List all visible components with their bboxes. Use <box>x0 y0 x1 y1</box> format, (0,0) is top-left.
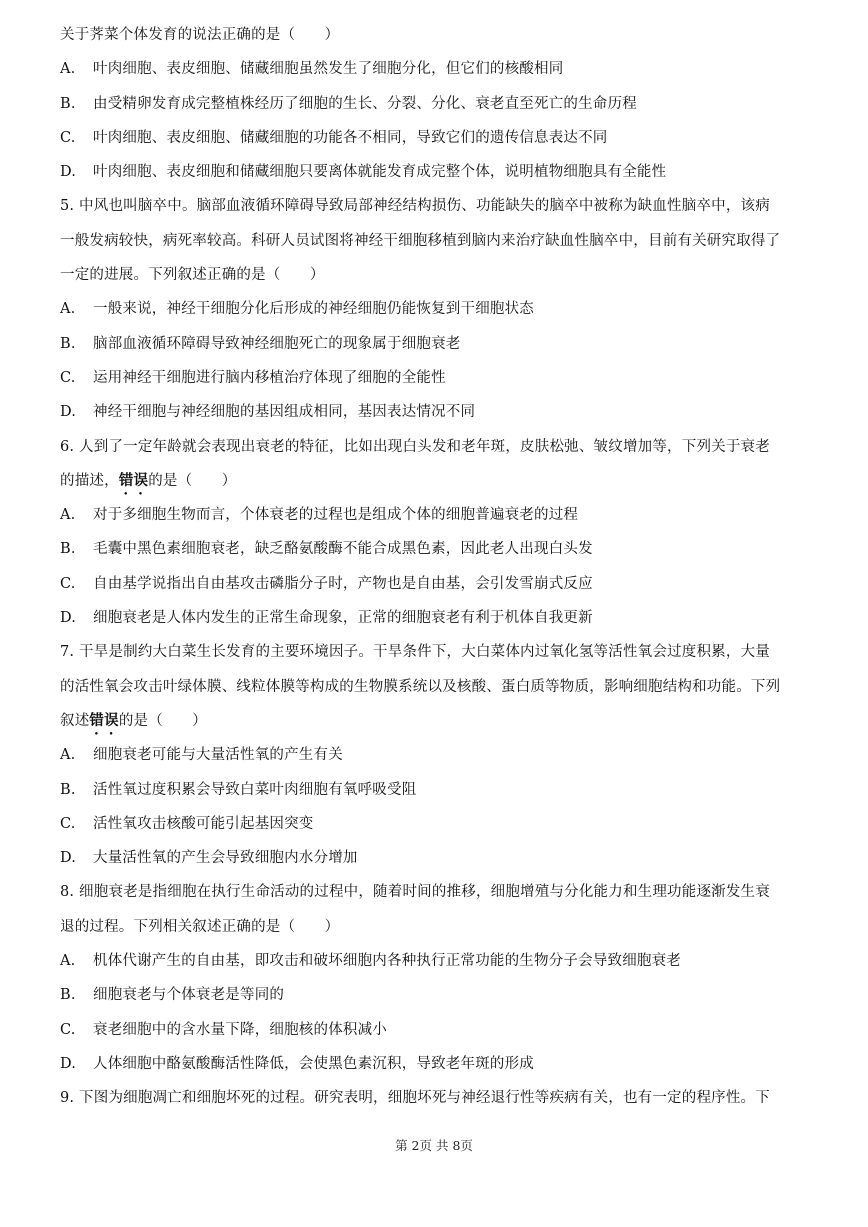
page-footer: 第 2页 共 8页 <box>395 1138 473 1153</box>
option-text: 活性氧攻击核酸可能引起基因突变 <box>93 815 314 832</box>
option-text: 大量活性氧的产生会导致细胞内水分增加 <box>93 850 358 867</box>
emphasis-error-word: 错误 <box>89 711 119 729</box>
option-letter: D. <box>60 404 77 421</box>
question-8-option-c[interactable] <box>60 1013 812 1047</box>
option-letter: B. <box>60 541 76 558</box>
option-letter: B. <box>60 95 76 112</box>
option-text: 细胞衰老与个体衰老是等同的 <box>93 987 285 1004</box>
option-letter: D. <box>60 610 77 627</box>
emphasis-error-word: 错误 <box>118 471 149 489</box>
option-letter: B. <box>60 781 76 798</box>
option-text: 叶肉细胞、表皮细胞、储藏细胞的功能各不相同，导致它们的遗传信息表达不同 <box>93 129 608 146</box>
option-text: 叶肉细胞、表皮细胞和储藏细胞只要离体就能发育成完整个体，说明植物细胞具有全能性 <box>93 164 667 181</box>
question-5-option-a[interactable] <box>60 292 812 326</box>
question-7-stem-line-2: 的活性氧会攻击叶绿体膜、线粒体膜等构成的生物膜系统以及核酸、蛋白质等物质，影响细胞结构和功能。下列 <box>60 678 781 695</box>
question-5-option-d[interactable] <box>60 395 812 429</box>
option-letter: D. <box>60 1055 77 1072</box>
stem-text: 叙述 <box>60 712 90 729</box>
option-letter: C. <box>60 129 76 146</box>
question-7-option-b[interactable] <box>60 773 812 807</box>
question-6-stem-line-1: 6. 人到了一定年龄就会表现出衰老的特征，比如出现白头发和老年斑，皮肤松弛、皱纹增加等，下列关于衰老 <box>60 438 770 455</box>
option-text: 衰老细胞中的含水量下降，细胞核的体积减小 <box>93 1021 387 1038</box>
option-letter: D. <box>60 850 77 867</box>
question-6-option-c[interactable] <box>60 567 812 601</box>
option-text: 人体细胞中酪氨酸酶活性降低，会使黑色素沉积，导致老年斑的形成 <box>93 1055 534 1072</box>
question-5-option-c[interactable] <box>60 361 812 395</box>
question-8-option-a[interactable] <box>60 944 812 978</box>
question-6-stem-line-2 <box>60 464 812 498</box>
question-9-stem-line-1: 9. 下图为细胞凋亡和细胞坏死的过程。研究表明，细胞坏死与神经退行性等疾病有关，也有一定的程序性。下 <box>60 1090 770 1107</box>
question-4-stem: 关于荠菜个体发育的说法正确的是（ ） <box>60 27 340 43</box>
option-letter: A. <box>60 953 76 970</box>
question-4-option-b[interactable] <box>60 87 812 121</box>
option-text: 活性氧过度积累会导致白菜叶肉细胞有氧呼吸受阻 <box>93 781 417 798</box>
question-4-option-d[interactable] <box>60 155 812 189</box>
option-text: 一般来说，神经干细胞分化后形成的神经细胞仍能恢复到干细胞状态 <box>93 301 534 318</box>
option-letter: C. <box>60 575 76 592</box>
question-7-option-a[interactable] <box>60 738 812 772</box>
option-letter: D. <box>60 164 77 181</box>
question-5-stem-line-3: 一定的进展。下列叙述正确的是（ ） <box>60 267 325 284</box>
question-5-option-b[interactable] <box>60 327 812 361</box>
stem-text: 的描述， <box>60 472 119 489</box>
option-text: 运用神经干细胞进行脑内移植治疗体现了细胞的全能性 <box>93 369 446 386</box>
option-text: 细胞衰老是人体内发生的正常生命现象，正常的细胞衰老有利于机体自我更新 <box>93 610 593 627</box>
question-7-option-c[interactable] <box>60 807 812 841</box>
question-4-option-c[interactable] <box>60 121 812 155</box>
question-6-option-a[interactable] <box>60 498 812 532</box>
question-8-stem-line-1: 8. 细胞衰老是指细胞在执行生命活动的过程中，随着时间的推移，细胞增殖与分化能力和生理功能逐渐发生衰 <box>60 884 770 901</box>
option-letter: B. <box>60 987 76 1004</box>
question-6-option-b[interactable] <box>60 532 812 566</box>
question-7-stem-line-3 <box>60 704 812 738</box>
option-text: 神经干细胞与神经细胞的基因组成相同，基因表达情况不同 <box>93 404 476 421</box>
question-6-option-d[interactable] <box>60 601 812 635</box>
page-content <box>60 18 812 1116</box>
option-text: 叶肉细胞、表皮细胞、储藏细胞虽然发生了细胞分化，但它们的核酸相同 <box>93 61 564 78</box>
option-text: 自由基学说指出自由基攻击磷脂分子时，产物也是自由基，会引发雪崩式反应 <box>93 575 593 592</box>
option-text: 对于多细胞生物而言，个体衰老的过程也是组成个体的细胞普遍衰老的过程 <box>93 507 579 524</box>
option-letter: A. <box>60 61 76 78</box>
question-5-stem-line-2: 一般发病较快，病死率较高。科研人员试图将神经干细胞移植到脑内来治疗缺血性脑卒中，目前有关研究取得了 <box>60 232 781 249</box>
question-8-option-d[interactable] <box>60 1047 812 1081</box>
question-8-option-b[interactable] <box>60 978 812 1012</box>
stem-text: 的是（ ） <box>148 472 237 489</box>
question-8-stem-line-2: 退的过程。下列相关叙述正确的是（ ） <box>60 918 340 935</box>
option-letter: A. <box>60 747 76 764</box>
option-text: 毛囊中黑色素细胞衰老，缺乏酪氨酸酶不能合成黑色素，因此老人出现白头发 <box>93 541 593 558</box>
option-text: 由受精卵发育成完整植株经历了细胞的生长、分裂、分化、衰老直至死亡的生命历程 <box>93 95 637 112</box>
option-text: 脑部血液循环障碍导致神经细胞死亡的现象属于细胞衰老 <box>93 335 461 352</box>
option-text: 细胞衰老可能与大量活性氧的产生有关 <box>93 747 343 764</box>
question-7-stem-line-1: 7. 干旱是制约大白菜生长发育的主要环境因子。干旱条件下，大白菜体内过氧化氢等活性氧会过度积累，大量 <box>60 644 770 661</box>
question-7-option-d[interactable] <box>60 841 812 875</box>
option-text: 机体代谢产生的自由基，即攻击和破坏细胞内各种执行正常功能的生物分子会导致细胞衰老 <box>93 953 681 970</box>
question-4-option-a[interactable] <box>60 52 812 86</box>
option-letter: A. <box>60 301 76 318</box>
option-letter: A. <box>60 507 76 524</box>
stem-text: 的是（ ） <box>118 712 208 729</box>
question-5-stem-line-1: 5. 中风也叫脑卒中。脑部血液循环障碍导致局部神经结构损伤、功能缺失的脑卒中被称为缺血性脑卒中，该病 <box>60 198 770 215</box>
option-letter: C. <box>60 369 76 386</box>
option-letter: C. <box>60 815 76 832</box>
option-letter: C. <box>60 1021 76 1038</box>
option-letter: B. <box>60 335 76 352</box>
